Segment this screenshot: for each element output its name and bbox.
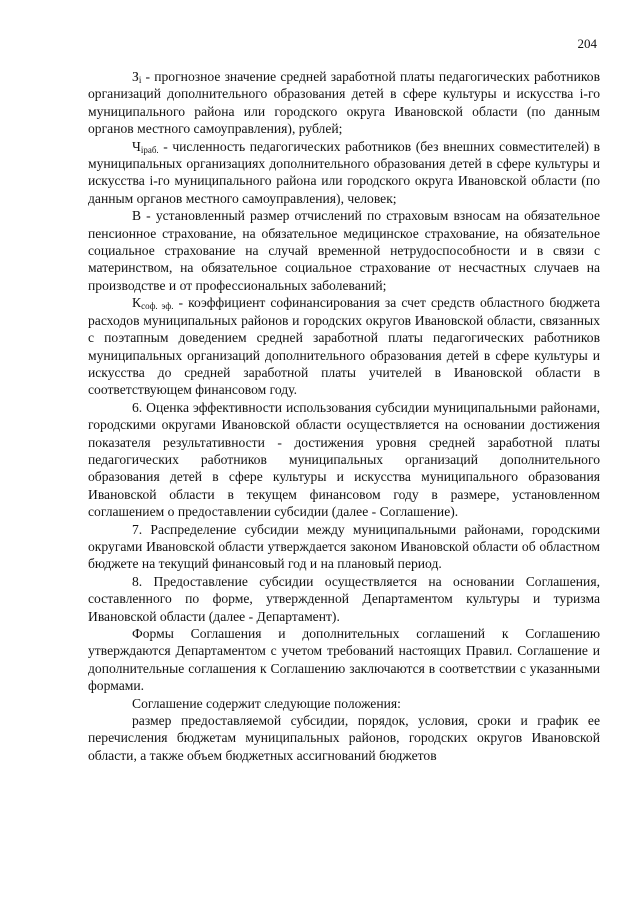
symbol-subscript: соф. эф. xyxy=(141,301,174,312)
paragraph-subsidy-amount xyxy=(88,712,600,764)
paragraph-item-8 xyxy=(88,573,600,625)
paragraph-text: В - установленный размер отчислений по страховым взносам на обязательное пенсионное страхование, на обязательное медицинское страхование, на обязательное социальное страхование на случай временной нетрудоспособности и в связи с материнством, на обязательное социальное страхование от несчастных случаев на производстве и от профессиональных заболеваний; xyxy=(88,208,600,293)
paragraph-agreement-provisions xyxy=(88,695,600,712)
paragraph-text: - коэффициент софинансирования за счет средств областного бюджета расходов муниципальных районов и городских округов Ивановской области, связанных с поэтапным доведением средней заработной платы педагогических работников муниципальных организаций дополнительного образования детей в сфере культуры и искусства до средней заработной платы учителей в Ивановской области в соответствующем финансовом году. xyxy=(88,295,601,398)
paragraph-text: размер предоставляемой субсидии, порядок, условия, сроки и график ее перечисления бюджетам муниципальных районов, городских округов Ивановской области, а также объем бюджетных ассигнований бюджетов xyxy=(88,713,600,763)
symbol-letter: Ч xyxy=(132,138,141,154)
paragraph-chi-definition xyxy=(88,138,600,208)
paragraph-item-6 xyxy=(88,399,600,521)
paragraph-text: 6. Оценка эффективности использования субсидии муниципальными районами, городскими округами Ивановской области осуществляется на основании достижения показателя результативности - достижения уровня средней заработной платы педагогических работников муниципальных организаций дополнительного образования детей в сфере культуры и искусства муниципального образования Ивановской области в текущем финансовом году в размере, установленном соглашением о предоставлении субсидии (далее - Соглашение). xyxy=(88,399,600,520)
symbol-letter: К xyxy=(132,295,142,311)
paragraph-text: Формы Соглашения и дополнительных соглашений к Соглашению утверждаются Департаментом с учетом требований настоящих Правил. Соглашение и дополнительные соглашения к Соглашению заключаются в соответствии с указанными формами. xyxy=(88,626,600,694)
paragraph-b-definition xyxy=(88,207,600,294)
paragraph-text: 8. Предоставление субсидии осуществляется на основании Соглашения, составленного по форме, утвержденной Департаментом культуры и туризма Ивановской области (далее - Департамент). xyxy=(88,573,600,624)
paragraph-zi-definition xyxy=(88,68,600,138)
paragraph-text: - численность педагогических работников (без внешних совместителей) в муниципальных организациях дополнительного образования детей в сфере культуры и искусства i-го муниципального района или городского округа Ивановской области (по данным органов местного самоуправления), человек; xyxy=(88,138,600,206)
paragraph-text: 7. Распределение субсидии между муниципальными районами, городскими округами Ивановской области утверждается законом Ивановской области об областном бюджете на текущий финансовый год и на плановый период. xyxy=(88,521,600,572)
page-number: 204 xyxy=(577,36,597,51)
paragraph-item-7 xyxy=(88,521,600,573)
paragraph-text: - прогнозное значение средней заработной платы педагогических работников организаций дополнительного образования детей в сфере культуры и искусства i-го муниципального района или городского округа Ивановской области (по данным органов местного самоуправления), рублей; xyxy=(88,69,600,137)
symbol-subscript: i xyxy=(138,75,142,85)
paragraph-agreement-forms xyxy=(88,625,600,695)
paragraph-text: Соглашение содержит следующие положения: xyxy=(132,695,401,711)
paragraph-k-definition xyxy=(88,294,600,398)
page-body xyxy=(88,68,600,764)
symbol-subscript: iраб. xyxy=(140,144,159,155)
symbol-letter: З xyxy=(132,69,139,84)
